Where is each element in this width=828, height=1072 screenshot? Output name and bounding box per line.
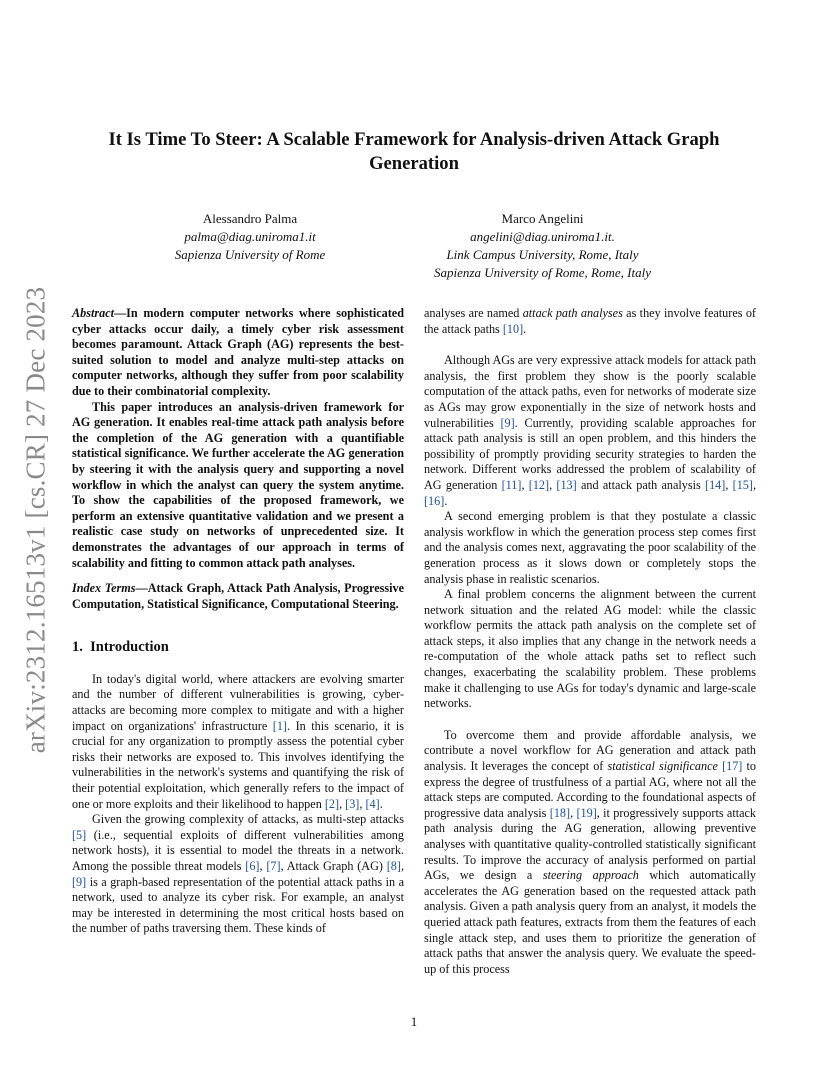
author-email[interactable]: angelini@diag.uniroma1.it.: [470, 229, 615, 244]
text-run: which automatically accelerates the AG generation based on the requested attack path analysis. Given a path analysis query from an analyst, it models the queried attack path features, extracts from them the features of each single attack step, and uses them to prioritize the generation of attack paths that answer the analysis query. We evaluate the speed-up of this process: [424, 868, 756, 976]
citation-link[interactable]: [16]: [424, 493, 445, 508]
citation-link[interactable]: [13]: [556, 477, 577, 492]
text-run: .: [379, 796, 383, 811]
citation-link[interactable]: [9]: [500, 415, 515, 430]
paragraph-gap: [424, 712, 756, 728]
citation-link[interactable]: [14]: [705, 477, 726, 492]
intro-paragraph-5: A final problem concerns the alignment between the current network situation and the related AG model: while the classic workflow permits the attack path analysis on the complete set of attack steps, it also implies that any change in the network needs a re-computation of the whole attack paths set to reflect such changes, exacerbating the scalability problem. These problems make it challenging to use AGs for today's dynamic and large-scale networks.: [424, 587, 756, 711]
text-run: Given the growing complexity of attacks, as multi-step attacks: [92, 812, 404, 827]
citation-link[interactable]: [3]: [345, 796, 360, 811]
intro-paragraph-6: To overcome them and provide affordable analysis, we contribute a novel workflow for AG generation and attack path analysis. It leverages the concept of statistical significance [17] to express the degree of trustfulness of a partial AG, where not all the attack steps are computed. According to the foundational aspects of progressive data analysis [18], [19], it progressively supports attack path analysis during the AG generation, allowing preventive analyses with quantitative quality-controlled statistically significant results. To improve the accuracy of analysis performed on partial AGs, we design a steering approach which automatically accelerates the AG generation based on the requested attack path analysis. Given a path analysis query from an analyst, it models the queried attack path features, extracts from them the features of each single attack step, and uses them to prioritize the generation of attack paths that answer the analysis query. We evaluate the speed-up of this process: [424, 727, 757, 976]
abstract-text: —In modern computer networks where sophisticated cyber attacks occur daily, a timely cyber risk assessment becomes paramount. Attack Graph (AG) represents the best-suited solution to model and analyze multi-step attacks on computer networks, although they suffer from poor scalability due to their combinatorial complexity.: [72, 306, 404, 398]
text-run: In today's digital world, where attackers are evolving smarter and the number of different vulnerabilities is growing, cyber-attacks are becoming more complex to mitigate and with a higher impact on organizations' infrastructure: [72, 671, 404, 733]
intro-paragraph-1: In today's digital world, where attackers are evolving smarter and the number of different vulnerabilities is growing, cyber-attacks are becoming more complex to mitigate and with a higher impact on organizations' infrastructure [1]. In this scenario, it is crucial for any organization to promptly assess the potential cyber risks their networks are exposed to. This involves identifying the vulnerabilities in the network's systems and quantifying the risk of their potential exploitation, which generally refers to the impact of one or more exploits and their likelihood to happen [2], [3], [4].: [72, 671, 404, 811]
abstract-lead: Abstract: [72, 306, 114, 320]
abstract-paragraph-1: [72, 306, 404, 400]
citation-link[interactable]: [5]: [72, 827, 87, 842]
citation-link[interactable]: [1]: [272, 718, 287, 733]
author-name: Marco Angelini: [501, 211, 584, 226]
author-email[interactable]: palma@diag.uniroma1.it: [184, 229, 316, 244]
citation-link[interactable]: [2]: [324, 796, 340, 811]
text-run: Although AGs are very expressive attack models for attack path analysis, the first problem they show is the poorly scalable computation of the attack paths, even for networks of moderate size as AGs may grow exponentially in the size of network hosts and vulnerabilities: [424, 353, 756, 430]
citation-link[interactable]: [17]: [722, 759, 743, 774]
text-run: , Attack Graph (AG): [280, 859, 387, 873]
index-terms-text: —Attack Graph, Attack Path Analysis, Progressive Computation, Statistical Significance, Computational Steering.: [72, 581, 404, 611]
author-affiliation-secondary: Sapienza University of Rome, Rome, Italy: [434, 265, 651, 280]
right-column: [424, 306, 756, 977]
text-run: as they involve features of the attack paths: [424, 306, 756, 336]
text-run: and attack path analysis: [576, 477, 706, 492]
text-run: analyses are named: [424, 306, 523, 320]
intro-paragraph-4: A second emerging problem is that they postulate a classic analysis workflow in which the generation process step comes first and the analysis comes next, aggravating the poor scalability of the generation process as it slows down or completely stops the analysis phase in realistic scenarios.: [424, 509, 756, 586]
section-heading-introduction: [72, 640, 404, 656]
page-number: 1: [410, 1014, 418, 1029]
text-run: to express the degree of trustfulness of a partial AG, where not all the attack steps are computed. According to the foundational aspects of progressive data analysis: [424, 759, 756, 820]
citation-link[interactable]: [18]: [549, 805, 571, 820]
citation-link[interactable]: [9]: [72, 874, 87, 889]
section-title: Introduction: [90, 639, 169, 656]
text-run: is a graph-based representation of the potential attack paths in a network, used to analyze its cyber risk. For example, an analyst may be interested in determining the most critical hosts based on the number of paths traversing them. These kinds of: [72, 874, 404, 936]
citation-link[interactable]: [19]: [576, 805, 597, 820]
index-terms-lead: Index Terms: [72, 581, 136, 596]
author-block-2: [420, 210, 665, 282]
paragraph-gap: [424, 337, 756, 353]
emphasis: attack path analyses: [522, 306, 623, 320]
abstract-paragraph-2: This paper introduces an analysis-driven framework for AG generation. It enables real-time attack path analysis before the completion of the AG generation with a quantifiable statistical significance. We further accelerate the AG generation by steering it with the analysis query and supporting a novel workflow in which the analyst can query the system anytime. To show the capabilities of the proposed framework, we perform an extensive quantitative validation and we present a realistic case study on networks of unprecedented size. It demonstrates the advantages of our approach in terms of scalability and fitting to common attack path analyses.: [72, 399, 404, 570]
text-run: .: [523, 321, 527, 336]
text-run: , it progressively supports attack path analysis during the AG generation, allowing preventive analyses with quantitative quality-controlled statistically significant results. To improve the accuracy of analysis performed on partial AGs, we design a: [424, 805, 757, 883]
citation-link[interactable]: [8]: [386, 859, 401, 873]
author-affiliation: Link Campus University, Rome, Italy: [446, 247, 639, 262]
section-number: 1.: [72, 639, 83, 656]
citation-link[interactable]: [15]: [732, 477, 753, 492]
intro-paragraph-2: Given the growing complexity of attacks, as multi-step attacks [5] (i.e., sequential exploits of different vulnerabilities among network hosts), it is essential to model the threats in a network. Among the possible threat models [6], [7], Attack Graph (AG) [8], [9] is a graph-based representation of the potential attack paths in a network, used to analyze its cyber risk. For example, an analyst may be interested in determining the most critical hosts based on the number of paths traversing them. These kinds of: [72, 812, 405, 936]
emphasis: statistical significance: [607, 759, 718, 774]
text-run: (i.e., sequential exploits of different vulnerabilities among network hosts), it is essential to model the threats in a network. Among the possible threat models: [72, 827, 404, 873]
author-name: Alessandro Palma: [202, 211, 298, 226]
intro-paragraph-continued: [424, 306, 756, 337]
author-block-1: [130, 210, 370, 264]
text-run: . Currently, providing scalable approaches for attack path analysis is still an open problem, and this hinders the possibility of promptly providing security strategies to harden the network. Different works addressed the problem of scalability of AG generation: [424, 415, 756, 492]
citation-link[interactable]: [7]: [266, 859, 281, 873]
author-affiliation: Sapienza University of Rome: [174, 247, 326, 262]
citation-link[interactable]: [10]: [502, 321, 524, 336]
index-terms: [72, 581, 404, 612]
citation-link[interactable]: [11]: [501, 477, 522, 492]
citation-link[interactable]: [6]: [245, 859, 260, 873]
intro-paragraph-3: Although AGs are very expressive attack models for attack path analysis, the first problem they show is the poorly scalable computation of the attack paths, even for networks of moderate size as AGs may grow exponentially in the size of network hosts and vulnerabilities [9]. Currently, providing scalable approaches for attack path analysis is still an open problem, and this hinders the possibility of promptly providing security strategies to harden the network. Different works addressed the problem of scalability of AG generation [11], [12], [13] and attack path analysis [14], [15], [16].: [424, 353, 757, 508]
left-column: [72, 306, 404, 937]
citation-link[interactable]: [12]: [528, 477, 550, 492]
text-run: To overcome them and provide affordable analysis, we contribute a novel workflow for AG generation and attack path analysis. It leverages the concept of: [424, 727, 756, 774]
text-run: . In this scenario, it is crucial for any organization to promptly assess the potential cyber risks their networks are exposed to. This involves identifying the vulnerabilities in the network's systems and quantifying the risk of their potential exploitation, which generally refers to the impact of one or more exploits and their likelihood to happen: [72, 718, 404, 811]
arxiv-identifier-stamp: arXiv:2312.16513v1 [cs.CR] 27 Dec 2023: [20, 286, 51, 754]
paper-title: It Is Time To Steer: A Scalable Framework for Analysis-driven Attack Graph Generation: [108, 129, 720, 174]
citation-link[interactable]: [4]: [365, 796, 380, 811]
text-run: .: [444, 493, 448, 508]
emphasis: steering approach: [542, 868, 639, 883]
